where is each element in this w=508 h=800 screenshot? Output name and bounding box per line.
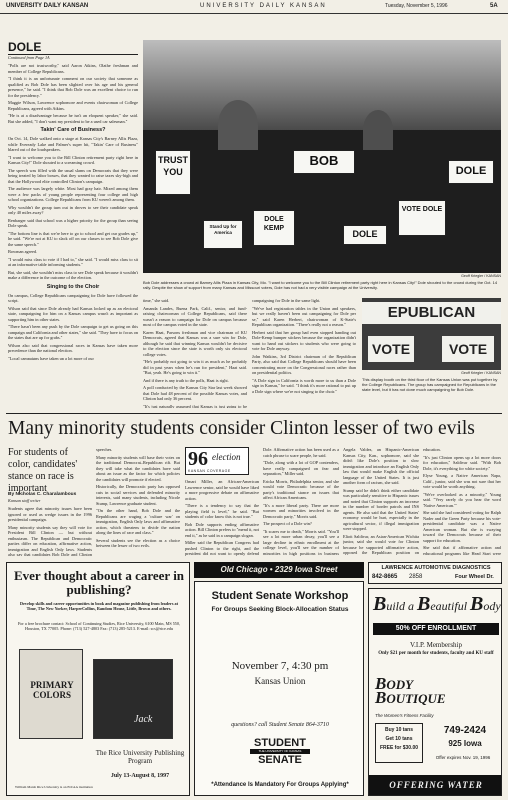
story-para: She said she had considered voting for Ralph Nader and the Green Party because his vote-presidential candidate was a Native American woman. But she is swaying toward the Democrats because of their support for education. (423, 510, 501, 543)
dole-para: John Watkins, 3rd District chairman of the Republican Party, also said that College Republicans should have been concentrating more on the Congressional races rather than on presidential politics. (252, 353, 356, 375)
automotive-phone: 842-8665 (372, 574, 398, 580)
coupon-line-1: Buy 10 tans (384, 727, 414, 733)
workshop-footer: *Attendance Is Mandatory For Groups Applying* (211, 782, 349, 788)
sign-stand-up: Stand Up for America (203, 220, 243, 249)
rice-ad-footer: William Marsh Rice University is an EO/AA institution (15, 785, 93, 789)
dole-story-middle (143, 298, 247, 408)
body-boutique-logo (375, 674, 499, 711)
dole-para: And if there is any truth to the polls, Haat is right. (143, 377, 229, 383)
dole-para: Wilson also said that congressional races in Kansas have taken more precedence than the national election. (8, 342, 138, 354)
dole-para: Bowman agreed. (8, 249, 38, 255)
dole-para: "I want to welcome you to the Bill Clinton retirement party right here in Kansas City!" Dole shouted to a screaming crowd. (8, 154, 138, 166)
dole-para: "It's just naturally assumed that Kansas is just going to be (143, 403, 247, 408)
logo-word-1: ODY (386, 677, 414, 692)
dole-para: "Local campaigns have taken up a lot more of our (8, 355, 94, 360)
booth-photo (362, 298, 501, 370)
build-body-title (373, 593, 499, 617)
vip-membership: V.I.P. Membership (410, 641, 462, 649)
dole-para: But, she said, she wouldn't miss class to see Dole speak because it wouldn't make a difference in the outcome of the election. (8, 269, 138, 281)
story-para: Ericka Morris, Philadelphia senior, and she would vote Democratic because of the party's traditional stance on issues that affect African Americans. (263, 478, 339, 500)
story-para: Elyse Young, a Native American Napa, Calif., junior, said she was not sure that her vote would be worth anything. (423, 473, 501, 489)
rally-photo (143, 40, 501, 273)
story-para: Miller said the Republican Congress had pushed Clinton to the right, and the president did not want to openly defend (185, 540, 259, 556)
sign-dole-kemp: DOLE KEMP (253, 210, 295, 246)
photo-caption: Bob Dole addresses a crowd at Barney Allis Plaza in Kansas City, Mo. "I want to welcome you to the Bill Clinton retirement party right here in Kansas City!" Dole shouted to the crowd during the Oct. 14 rally. Despite the show of support from many Kansas and Missouri voters, Dole has not had a very visible campaign at the University. (143, 280, 498, 290)
logo-line-1 (375, 674, 499, 693)
story-col-1 (8, 506, 92, 556)
old-chicago-ad[interactable] (194, 562, 364, 578)
senate-logo-bottom: SENATE (258, 754, 302, 766)
book-title-jack: Jack (134, 714, 153, 725)
page-header (0, 0, 508, 14)
book-cover-primary-colors (19, 649, 83, 739)
dole-para: On Oct. 14, Dole walked onto a stage at Kansas City's Barney Allis Plaza, while Eveready Lake and Palmer's super hit, "Takin' Care of Business" blared out of the loudspeakers. (8, 136, 138, 153)
dole-para: "A Dole sign in California is worth more to us than a Dole sign in Kansas," he said. "I think it's more rational to put up a Dole sign where we're not singing to the choir." (252, 377, 356, 394)
story-byline: By Nicholas C. Charalambous (8, 492, 77, 497)
boutique-tagline: The Women's Fitness Facility (375, 713, 434, 718)
letter-b: B (375, 674, 387, 693)
membership-price: Only $21 per month for students, faculty and KU staff (378, 651, 494, 656)
story-para: Eliott Saldivar, an Asian-American Wichita junior, said she would vote for Clinton because he supported affirmative action, opposed the Republican position on (343, 533, 419, 555)
rice-publishing-ad[interactable] (6, 562, 190, 796)
logo-line-2 (375, 688, 499, 707)
dole-para: A poll conducted by the Kansas City Star last week showed that Dole had 48 percent of the possible Kansas votes, and Clinton had only 36 percent. (143, 385, 247, 401)
story-para: "Dole, along with a lot of GOP contenders, have really campaigned on fear and separation," Miller said. (263, 460, 339, 476)
story-para: Historically, the Democratic party has opposed cuts in social services and defended minority interests, said many students, including Nicole Stump, Lawrence graduate student. (96, 484, 180, 506)
booth-photo-credit: Geoff Kriegler / KANSAN (461, 371, 501, 375)
election-logo-tag: KANSAN COVERAGE (188, 469, 231, 473)
letter-b: B (417, 593, 431, 615)
dole-slug: DOLE (8, 40, 138, 55)
dole-para: "He's probably not going to win it as much as he probably did in past years when he's run for president," Haat said. "But, yeah. He's going to win it." (143, 359, 247, 375)
header-paper-name: UNIVERSITY DAILY KANSAN (6, 3, 89, 9)
story-para: "We're overlooked as a minority," Young said. "Very rarely do you hear the word 'Native American.'" (423, 491, 501, 508)
story-para: Omari Miller, an African-American Lawrence senior, said he would have liked a more progressive debate on affirmative action. (185, 479, 259, 501)
boutique-address: 925 Iowa (448, 739, 482, 748)
story-para: She said that if affirmative action and educational programs like Head Start were (423, 545, 501, 556)
rice-program-name: The Rice University Publishing Program (95, 749, 185, 765)
dole-para: The audience was largely white. Most had gray hair. Mixed among them were a few packs of young people representing four college and high school organizations. College Republicans from KU weren't among them. (8, 186, 138, 203)
senate-logo-mid: THE UNIVERSITY OF KANSAS (250, 749, 310, 754)
story-para: "It scares me to death," Morris said. "You'll see a lot more urban decay, you'll see a large decline in ethnic enrollment at the college level, you'll see the number of minorities in high positions in business (263, 528, 339, 556)
dole-paragraphs (8, 63, 138, 124)
body-boutique-ad[interactable] (368, 588, 502, 796)
story-para: education. (423, 447, 441, 452)
story-col-2 (96, 447, 180, 557)
dole-jump-line: Continued from Page 1A (8, 55, 50, 60)
workshop-subtitle: For Groups Seeking Block-Allocation Status (211, 606, 349, 613)
header-page-number: 5A (490, 3, 498, 9)
story-para: Many minority students will base their votes on the traditional Democrat–Republican rift. But they will take what the candidates have said about an issue as the factor for which policies the candidates will promote if elected. (96, 454, 180, 482)
workshop-title: Student Senate Workshop (211, 590, 349, 602)
rice-ad-headline: Ever thought about a career in publishing? (13, 568, 185, 597)
coupon-line-2: Get 10 tans (385, 736, 413, 742)
tanning-coupon[interactable] (375, 723, 423, 763)
dole-para: Renbarger said that school was a higher priority for the group than seeing Dole speak. (8, 217, 138, 229)
boutique-phone: 749-2424 (443, 725, 487, 736)
story-deck: For students of color, candidates' stance on race is important (8, 447, 78, 494)
workshop-place: Kansas Union (254, 676, 306, 686)
student-senate-workshop-ad[interactable] (194, 581, 364, 796)
story-headline: Many minority students consider Clinton lesser of two evils (8, 418, 475, 439)
letter-b: B (470, 593, 484, 615)
dole-story-right (252, 298, 356, 408)
story-byline-role: Kansan staff writer (8, 498, 41, 503)
dole-para: "I would miss class to vote if I had to," she said. "I would miss class to sit at an informative table informing students." (8, 256, 138, 268)
workshop-questions: questions? call Student Senate 864-3710 (231, 722, 329, 728)
automotive-address: 2858 (409, 574, 423, 580)
booth-photo-caption: This display booth on the third floor of the Kansas Union was put together by the College Republicans. The group has campaigned for Republicans in the state level, but it has not done much campaigning for Bob Dole. (362, 377, 498, 392)
story-col-3 (185, 479, 259, 557)
dole-para: campaigning for Dole in the same light. (252, 298, 321, 303)
automotive-ad[interactable] (368, 562, 502, 584)
photo-sky (143, 40, 501, 130)
letter-b: B (373, 593, 387, 615)
automotive-name: LAWRENCE AUTOMOTIVE DIAGNOSTICS (381, 565, 491, 571)
header-paper-name-center: UNIVERSITY DAILY KANSAN (200, 3, 327, 9)
election-logo-word: election (212, 452, 241, 462)
header-date: Tuesday, November 5, 1996 (385, 3, 448, 9)
crowd-figure (218, 100, 258, 150)
enrollment-offer: 50% OFF ENROLLMENT (373, 623, 499, 635)
build-title-1: uild a (386, 599, 415, 613)
old-chicago-text: Old Chicago • 2329 Iowa Street (220, 565, 338, 574)
dole-para: "The bottom line is that we're here to go to school and get our grades up," he said. "We're not at KU to slack off on our classes to see Bob Dole give the same speech." (8, 230, 138, 247)
dole-paragraphs-3 (8, 293, 138, 360)
election-logo (185, 447, 249, 475)
story-para: "There is a tendency to say that the playing field is level," he said. "But students of color know this is not true." (185, 503, 259, 519)
dole-paragraphs-2 (8, 136, 138, 281)
dole-para: The speech was filled with the usual slams on Democrats that they were being treated by labor bosses, that they wanted to raise taxes sky-high and that the Hollywood elite controlled Clinton's campaign. (8, 167, 138, 184)
photo-credit: Geoff Kriegler / KANSAN (461, 274, 501, 278)
story-para: The prospect of a Dole win? (263, 521, 312, 526)
sign-dole-2: DOLE (343, 225, 387, 245)
senate-logo-top: STUDENT (254, 737, 306, 749)
letter-b: B (375, 688, 387, 707)
dole-para: "There hasn't been any push by the Dole campaign to get us going on this campaign and California and other states," she said. "They have to focus on the states that are up for grabs." (8, 324, 138, 341)
story-para: "On the other hand, Bob Dole and the Republicans are waging a 'culture war' on immigration, English Only laws and affirmative action, which threatens to divide the nation along the lines of race and class." (96, 508, 180, 535)
dole-story-left (8, 40, 138, 360)
booth-vote-sign: VOTE (368, 336, 414, 362)
booth-banner: EPUBLICAN (362, 302, 501, 324)
automotive-tag: Four Wheel Dr. (455, 574, 494, 580)
dole-para: Maggie Wilson, Lawrence sophomore and events chairwoman of College Republicans, agreed with Atkins. (8, 100, 138, 111)
coupon-line-3: FREE for $30.00 (379, 745, 419, 751)
dole-para: Why wouldn't the group turn out in droves to see their candidate speak only 40 miles away? (8, 204, 138, 216)
story-col-4 (263, 447, 339, 557)
dole-para: Karen Haat, Parsons freshman and vice chairman of KU Democrats, agreed that Kansas was a sure win for Dole, although he said that winning Kansas wouldn't be decisive to the election since the state is worth only six electoral college votes. (143, 329, 247, 357)
story-para: Angela Valdez, an Hispanic-American Kansas City, Kan., sophomore, said she didn't like Dole's position to slow immigration and introduce an English Only law that would make English the official language of the United States. It is just another form of racism, she said. (343, 447, 419, 485)
sign-dole: DOLE (448, 160, 494, 184)
section-divider (6, 413, 502, 414)
story-para: Stump said he didn't think either candidate was particularly sensitive to Hispanic issues and noted that Clinton supports an increase in the number of border patrols and INS agents. He also said that the United States' economy would be hurt, especially in the agricultural sector, if illegal immigration were stopped. (343, 487, 419, 531)
book-title: PRIMARY COLORS (30, 680, 74, 700)
dole-subhead-business: Takin' Care of Business? (40, 127, 106, 134)
story-para: Students agree that minority issues have been ignored or used as wedge issues in the 1996 presidential campaign. (8, 506, 92, 522)
logo-word-2: OUTIQUE (386, 691, 446, 706)
story-para: speeches. (96, 447, 113, 452)
crowd-figure (363, 110, 393, 150)
rice-ad-contact: For a free brochure contact: School of Continuing Studies, Rice University, 6100 Main, MS 550, Houston, TX 77005. Phone: (713) 527-4803 Fax: (713) 285-5213. E-mail: scs@rice.edu (17, 621, 181, 632)
dole-para: "I think it is an unfortunate comment on our society that someone as qualified as Bob Dole has been slighted over his age and his general presence," he said. "I think that Bob Dole was an excellent choice to run for the presidency." (8, 76, 138, 98)
dole-para: On campus, College Republicans campaigning for Dole have followed the script. (8, 292, 138, 304)
story-para: "It's a more liberal party. There are more women and minorities involved in the Democratic party," Morris said. (263, 502, 339, 519)
dole-para: "We've had registration tables in the Union and speakers, but we really haven't been out campaigning for Dole per se," said Karen Herbert, chairwoman of K-State's Republican organization. "There's really not a reason." (252, 305, 356, 327)
book-cover-jack (93, 659, 173, 739)
dole-subhead-choir: Singing to the Choir (46, 283, 100, 290)
offer-expiry: Offer expires Nov. 19, 1996 (435, 755, 491, 760)
story-para: "It's just Clinton opens up a lot more doors for education," Saldivar said. "With Bob Dole, it's everything for white society." (423, 454, 501, 471)
student-senate-logo (250, 738, 310, 774)
rice-ad-body: Develop skills and career opportunities in book and magazine publishing from leaders at Time, The New Yorker, HarperCollins, Random House, Little, Brown and others. (20, 601, 178, 612)
water-aerobics-banner: OFFERING WATER (369, 775, 502, 795)
rice-program-dates: July 13-August 8, 1997 (110, 773, 170, 779)
sign-bob: BOB (293, 150, 355, 174)
dole-para: time," she said. (143, 298, 170, 303)
dole-para: Wilson said that since Dole already had Kansas locked up as an electoral state, campaigning for him on a Kansas campus wasn't as important as supporting him in other states. (8, 305, 138, 322)
story-col-5 (343, 447, 419, 557)
dole-para: "He is at a disadvantage because he isn't an eloquent speaker," she said. But she added, "I don't want my president to be a used car salesman." (8, 113, 138, 124)
story-para: Several students see the election as a choice between the lesser of two evils. (96, 537, 180, 548)
story-para: Dole. Affirmative action has been used as a catch phrase to scare people, he said. (263, 447, 339, 458)
build-title-2: eautiful (430, 599, 468, 613)
dole-para: Herbert said that her group had even stopped handing out Dole-Kemp bumper stickers because the organization didn't want to hand out stickers to students who were going to vote for Dole anyway. (252, 329, 356, 351)
story-col-6 (423, 447, 501, 557)
dole-para: Amanda Landes, Buena Park, Calif., senior, and fund-raising chairwoman of College Republicans, said there wasn't a reason to campaign for Dole on campus because most of the campus voted in the state. (143, 305, 247, 327)
build-title-3: ody (483, 599, 501, 613)
booth-vote-sign-2: VOTE (442, 336, 494, 362)
sign-trust-you: TRUST YOU (155, 150, 191, 195)
story-para: Bob Dole supports ending affirmative action. Bill Clinton prefers to "mend it, not end it," as he said in a campaign slogan. (185, 521, 259, 538)
dole-para: "Polls are not trustworthy," said Aaron Atkins, Olathe freshman and member of College Republicans. (8, 63, 138, 74)
story-para: Many minority students say they will vote for President Bill Clinton — but without enthusiasm. The Republican and Democratic parties differ on education, affirmative action, immigration and English Only laws. Students also say that candidates Bob Dole and Clinton (8, 524, 92, 556)
sign-vote-dole: VOTE DOLE (398, 200, 446, 236)
election-logo-year: 96 (188, 448, 208, 470)
workshop-date: November 7, 4:30 pm (231, 660, 329, 672)
